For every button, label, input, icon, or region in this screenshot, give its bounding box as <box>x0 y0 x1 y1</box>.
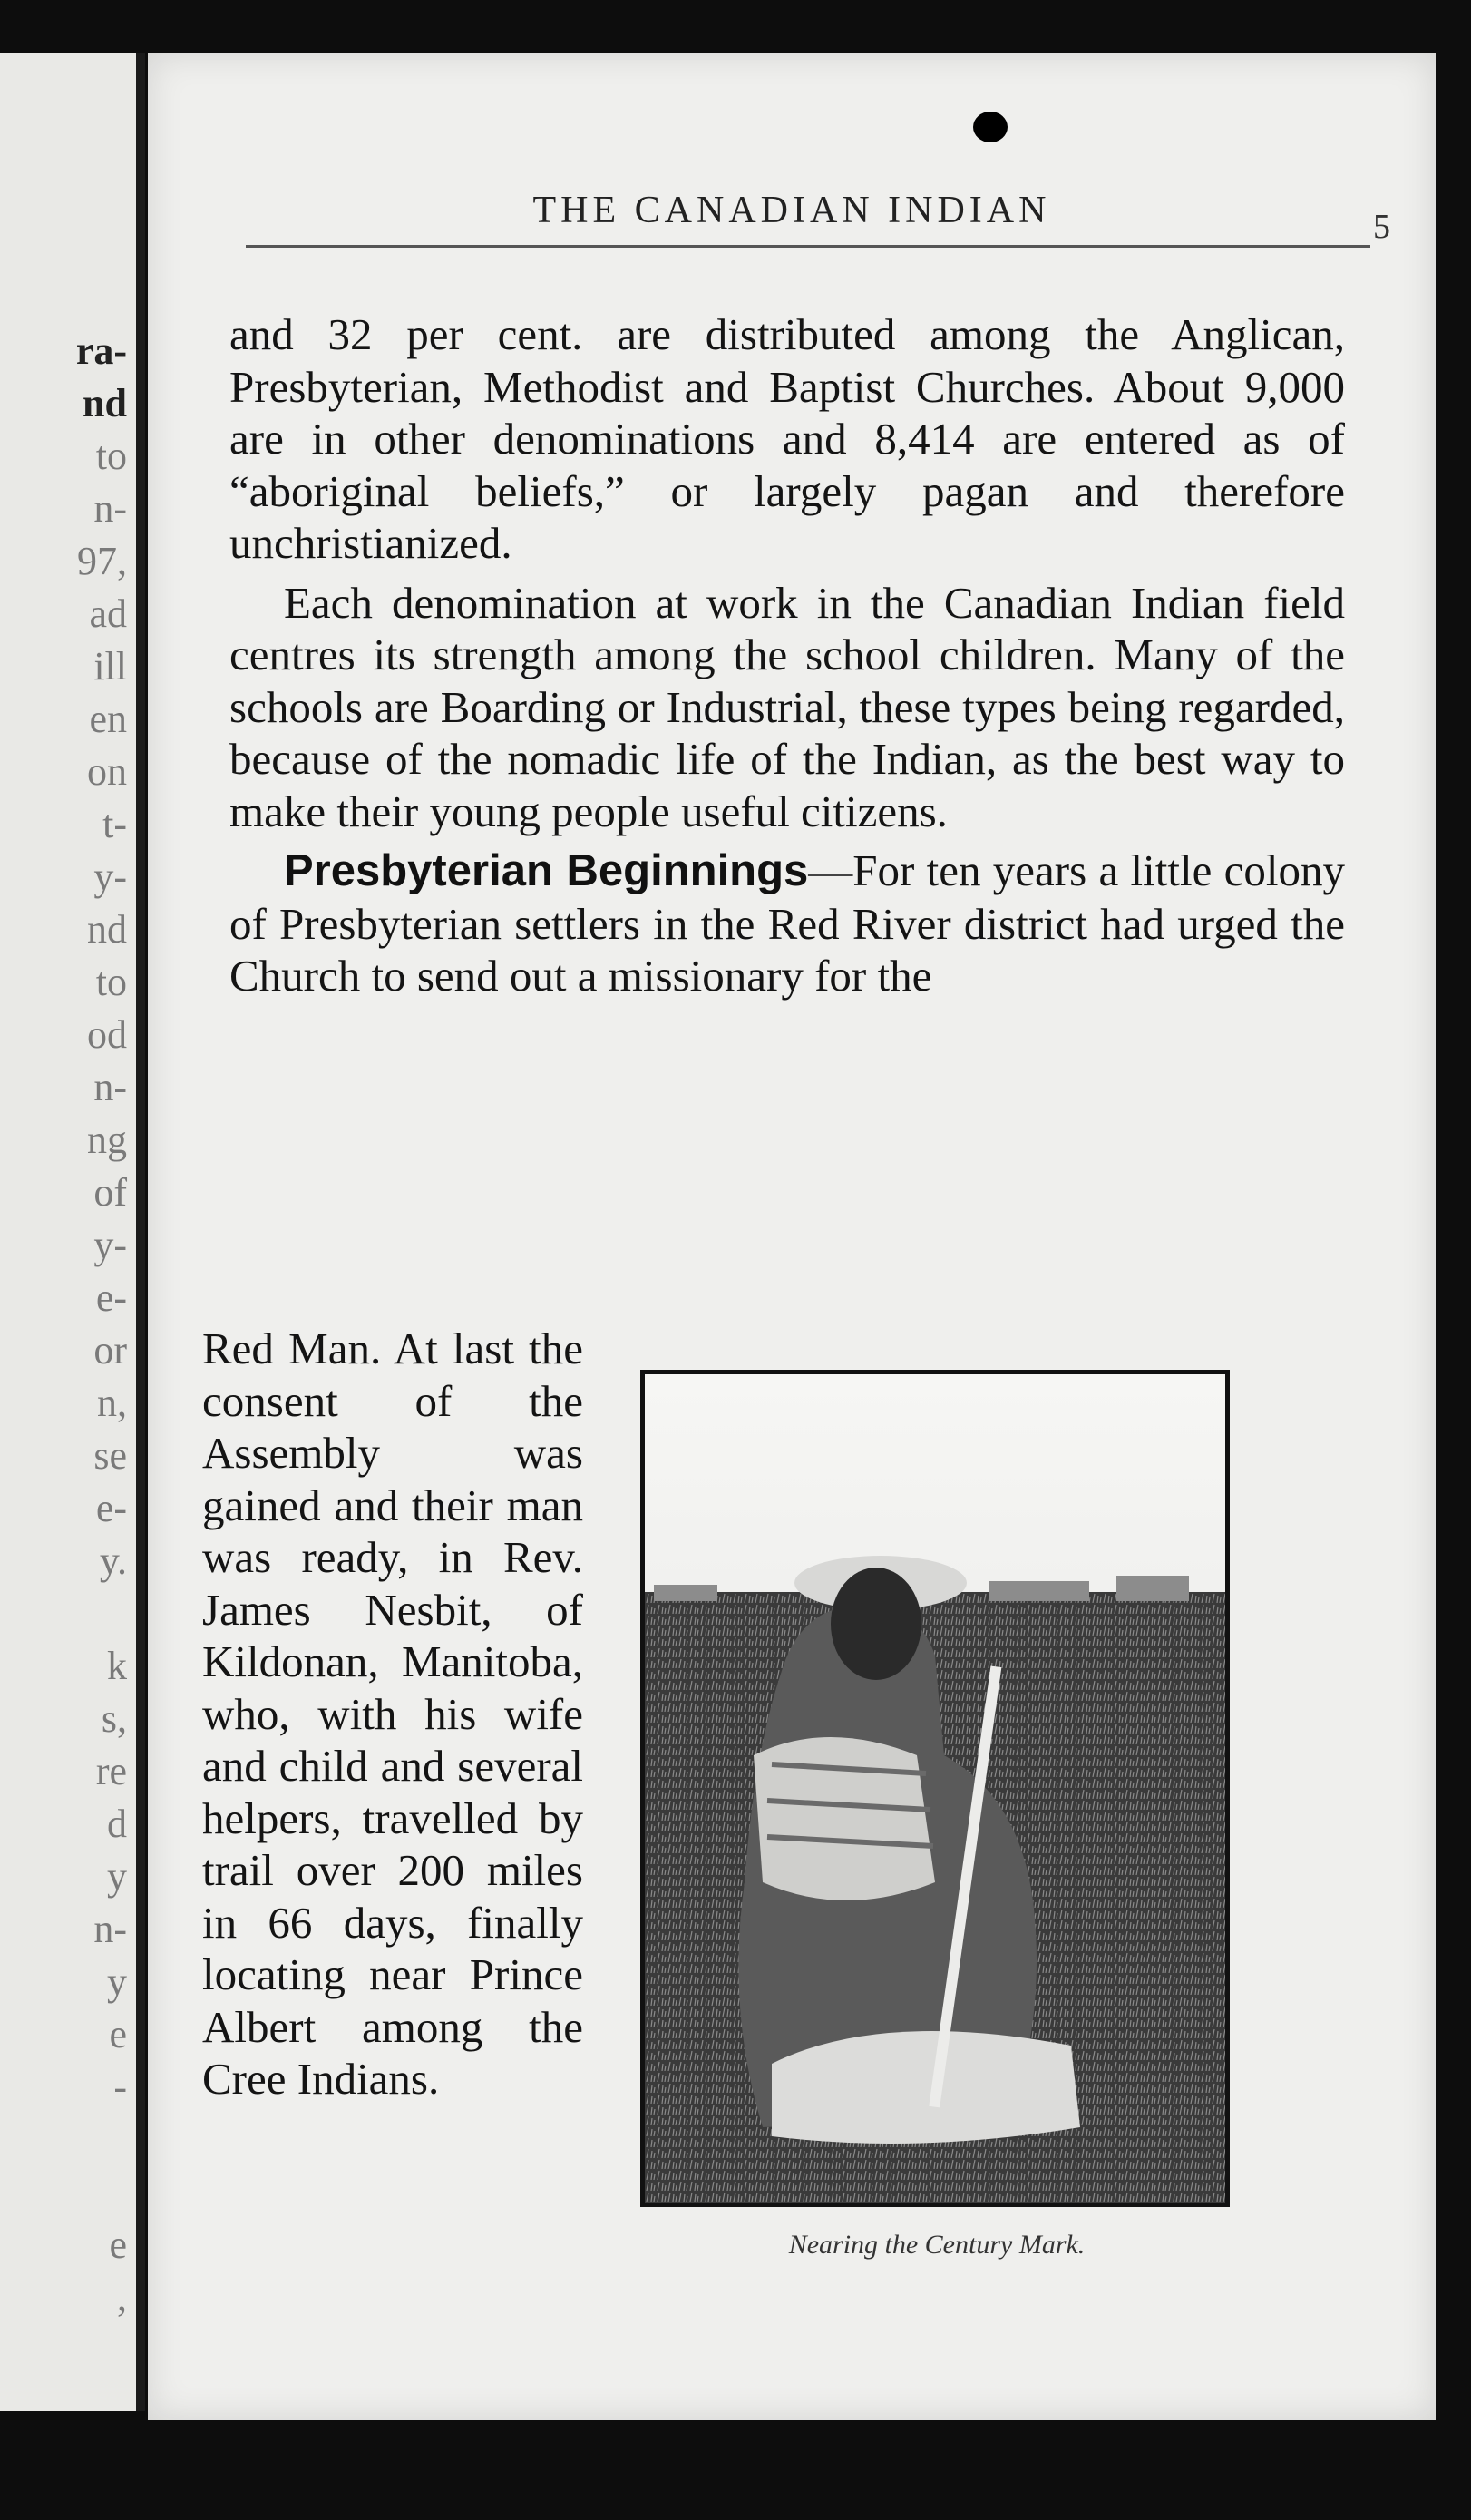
header-rule <box>246 245 1370 248</box>
adjacent-page-fragment-line: ill <box>93 644 127 689</box>
paragraph-3-text: For ten years a little colony of Presbyterian settlers in the Red River district had urged the Church to send out a missionary for the <box>229 845 1345 1001</box>
adjacent-page-fragment-line: or <box>93 1328 127 1372</box>
adjacent-page-fragment-line: to <box>95 434 127 478</box>
adjacent-page-fragment-line: n- <box>93 486 127 531</box>
adjacent-page-fragment-line: s, <box>101 1696 127 1741</box>
adjacent-page-fragment-line: d <box>107 1802 127 1846</box>
running-head: THE CANADIAN INDIAN <box>532 190 1051 231</box>
adjacent-page-fragment-line: y <box>107 1854 127 1899</box>
page-number: 5 <box>1373 208 1390 246</box>
adjacent-page-fragment-line: y. <box>99 1538 127 1583</box>
adjacent-page-fragment-line: ng <box>87 1118 127 1162</box>
adjacent-page-fragment-line: re <box>95 1749 127 1793</box>
adjacent-page-fragment-line <box>0 2114 136 2166</box>
adjacent-page-text <box>0 325 136 2324</box>
adjacent-page-fragment-line: 97, <box>77 539 127 583</box>
adjacent-page-fragment-line: , <box>117 2275 127 2320</box>
section-subhead: Presbyterian Beginnings <box>284 846 809 895</box>
adjacent-page-fragment-line: ra- <box>75 328 127 373</box>
article-body <box>229 308 1345 1002</box>
page <box>148 53 1436 2420</box>
adjacent-page-fragment-line: y- <box>93 855 127 899</box>
photograph <box>640 1370 1230 2207</box>
adjacent-page-fragment <box>0 53 145 2411</box>
adjacent-page-fragment-line <box>0 1587 136 1640</box>
adjacent-page-fragment-line: n, <box>97 1381 127 1425</box>
binding-hole <box>973 112 1008 142</box>
adjacent-page-fragment-line: n- <box>93 1065 127 1109</box>
adjacent-page-fragment-line: n- <box>93 1907 127 1951</box>
paragraph-3 <box>229 845 1345 1002</box>
adjacent-page-fragment-line: y <box>107 1959 127 2004</box>
subhead-dash: — <box>808 845 853 895</box>
paragraph-2: Each denomination at work in the Canadian Indian field centres its strength among the school children. Many of the schools are Boarding or Industrial, these types being regarded, because of the nomadic life of the Indian, as the best way to make their young people useful citizens. <box>229 577 1345 836</box>
adjacent-page-fragment-line: - <box>113 2065 127 2109</box>
adjacent-page-fragment-line: e- <box>95 1486 127 1530</box>
narrow-column <box>202 1323 583 2105</box>
adjacent-page-fragment-line: nd <box>83 381 127 425</box>
paragraph-1: and 32 per cent. are distributed among the Anglican, Presbyterian, Methodist and Baptist Churches. About 9,000 are in other denominations and 8,414 are entered as of “aboriginal beliefs,” or largely pagan and therefore unchristianized. <box>229 309 1345 568</box>
adjacent-page-fragment-line <box>0 2166 136 2219</box>
photo-caption: Nearing the Century Mark. <box>788 2230 1086 2260</box>
adjacent-page-fragment-line: en <box>89 697 127 741</box>
adjacent-page-fragment-line: of <box>93 1170 127 1215</box>
adjacent-page-fragment-line: e- <box>95 1275 127 1320</box>
paragraph-3-continued: Red Man. At last the consent of the Assembly was gained and their man was ready, in Rev. James Nesbit, of Kildonan, Manitoba, who, with his wife and child and several helpers, travelled by trail over 200 miles in 66 days, finally locating near Prince Albert among the Cree Indians. <box>202 1323 583 2104</box>
adjacent-page-fragment-line: k <box>107 1644 127 1688</box>
adjacent-page-fragment-line: y- <box>93 1223 127 1267</box>
adjacent-page-fragment-line: to <box>95 960 127 1004</box>
adjacent-page-fragment-line: se <box>93 1433 127 1478</box>
adjacent-page-fragment-line: nd <box>87 907 127 952</box>
adjacent-page-fragment-line: ad <box>89 591 127 636</box>
adjacent-page-fragment-line: od <box>87 1012 127 1057</box>
adjacent-page-fragment-line: e <box>109 2012 127 2056</box>
adjacent-page-fragment-line: on <box>87 749 127 794</box>
adjacent-page-fragment-line: e <box>109 2222 127 2267</box>
photograph-image <box>645 1374 1225 2203</box>
adjacent-page-fragment-line: t- <box>102 802 127 846</box>
